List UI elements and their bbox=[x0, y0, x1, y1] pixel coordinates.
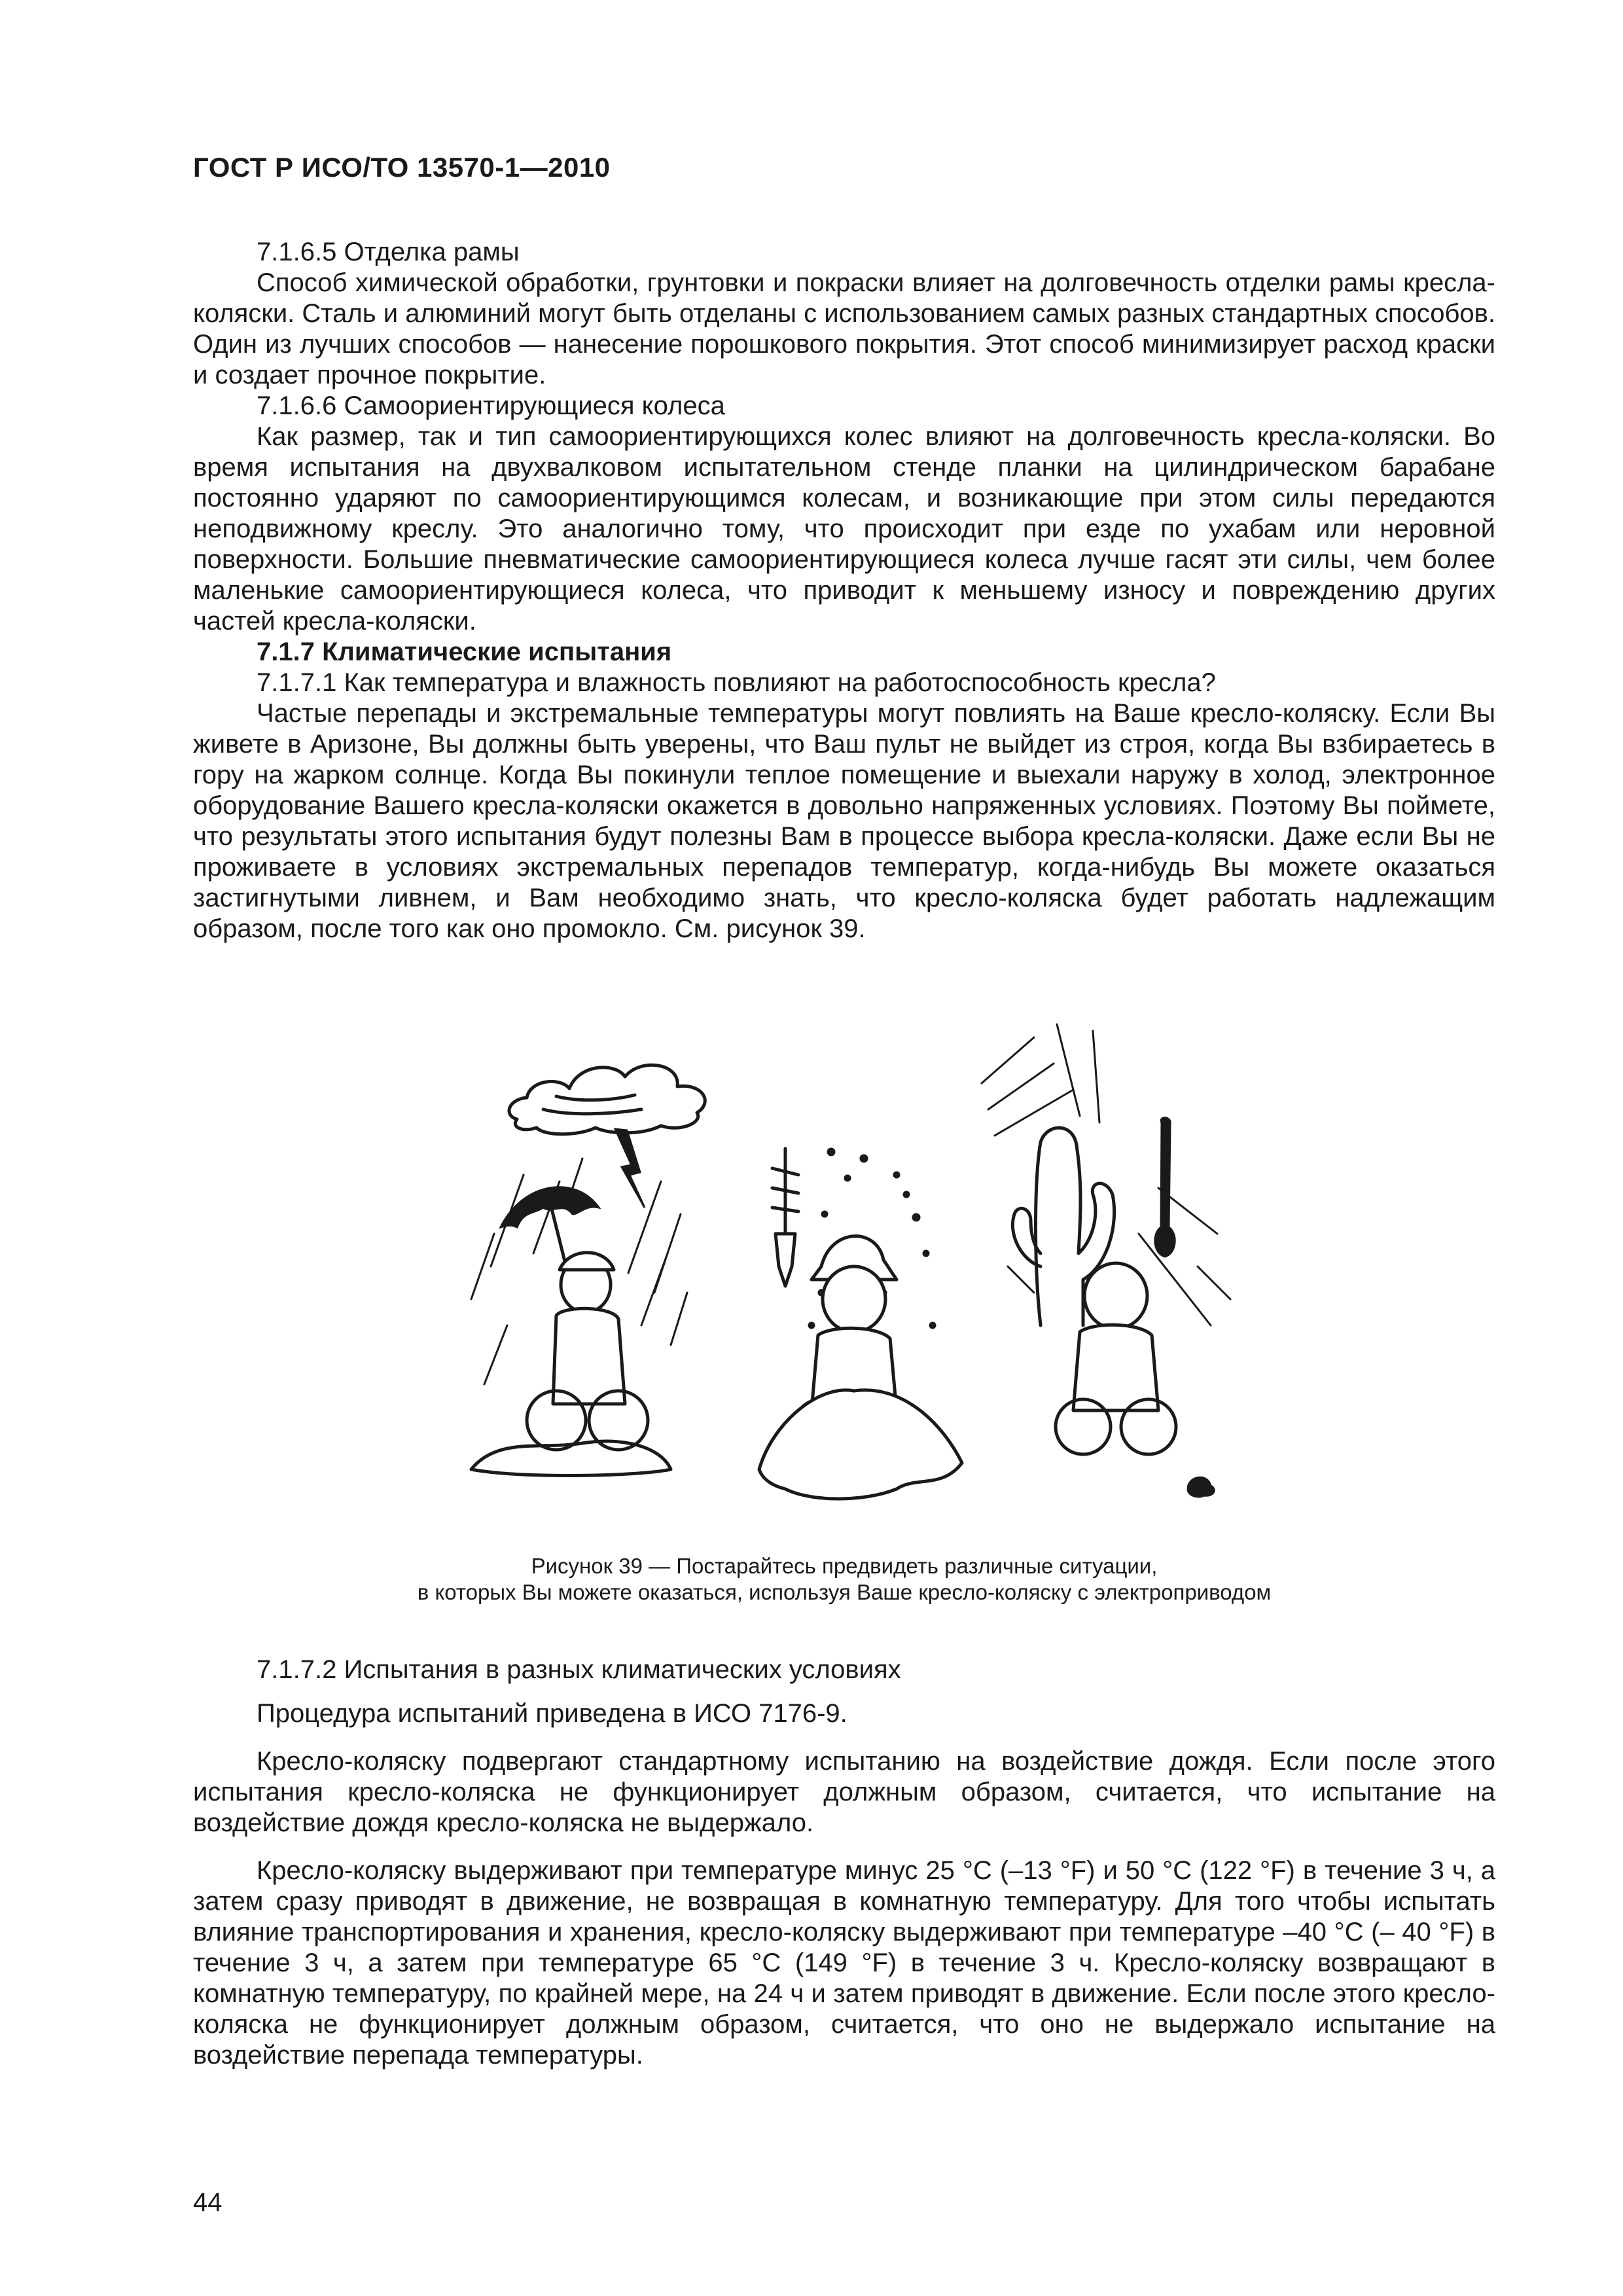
paragraph-caster-wheels: Как размер, так и тип самоориентирующихся колес влияют на долговечность кресла-коляски. Во время испытания на двухвалковом испытательном стенде планки на цилиндрическом барабане постоянно ударяют по самоориентирующимся колесам, и возникающие при этом силы передаются неподвижному креслу. Это аналогично тому, что происходит при езде по ухабам или неровной поверхности. Большие пневматические самоориентирующиеся колеса лучше гасят эти силы, чем более маленькие самоориентирующиеся колеса, что приводит к меньшему износу и повреждению других частей кресла-коляски. bbox=[193, 422, 1495, 636]
heading-frame-finish: 7.1.6.5 Отделка рамы bbox=[257, 238, 520, 266]
heat-person-head bbox=[1084, 1263, 1147, 1329]
heading-temperature-question: 7.1.7.1 Как температура и влажность повлияют на работоспособность кресла? bbox=[257, 668, 1216, 697]
document-header: ГОСТ Р ИСО/ТО 13570-1—2010 bbox=[193, 152, 611, 183]
paragraph-frame-finish: Способ химической обработки, грунтовки и покраски влияет на долговечность отделки рамы кресла-коляски. Сталь и алюминий могут быть отделаны с использованием самых разных стандартных способов. Один из лучших способов — нанесение порошкового покрытия. Этот способ минимизирует расход краски и создает прочное покрытие. bbox=[193, 268, 1495, 389]
heading-caster-wheels: 7.1.6.6 Самоориентирующиеся колеса bbox=[257, 391, 725, 420]
rain-person-hat bbox=[560, 1253, 614, 1270]
heat-scene bbox=[982, 1024, 1230, 1497]
snow-drift bbox=[759, 1390, 962, 1499]
lightning-bolt bbox=[615, 1129, 645, 1208]
paragraph-rain-test: Кресло-коляску подвергают стандартному испытанию на воздействие дождя. Если после этого испытания кресло-коляска не функционирует должным образом, считается, что испытание на воздействие дождя кресло-коляска не выдержало. bbox=[193, 1747, 1495, 1837]
thermometer-icicle bbox=[776, 1234, 795, 1286]
heading-climatic-tests: 7.1.7 Климатические испытания bbox=[257, 637, 672, 666]
heat-person-body bbox=[1073, 1325, 1158, 1410]
snow-person-head bbox=[823, 1266, 885, 1332]
section-climate-tests bbox=[193, 1655, 1495, 2071]
page-number: 44 bbox=[193, 2188, 223, 2217]
rain-scene bbox=[471, 1065, 705, 1475]
snow-scene bbox=[759, 1149, 962, 1499]
caption-line-1: Рисунок 39 — Постарайтесь предвидеть различные ситуации, bbox=[531, 1554, 1158, 1578]
turtle bbox=[1188, 1477, 1214, 1497]
caption-line-2: в которых Вы можете оказаться, используя Ваше кресло-коляску с электроприводом bbox=[417, 1580, 1272, 1604]
paragraph-iso-reference: Процедура испытаний приведена в ИСО 7176-9. bbox=[257, 1699, 847, 1728]
paragraph-temperature-effects: Частые перепады и экстремальные температуры могут повлиять на Ваше кресло-коляску. Если Вы живете в Аризоне, Вы должны быть уверены, что Ваш пульт не выйдет из строя, когда Вы взбираетесь в гору на жарком солнце. Когда Вы покинули теплое помещение и выехали наружу в холод, электронное оборудование Вашего кресла-коляски окажется в довольно напряженных условиях. Поэтому Вы поймете, что результаты этого испытания будут полезны Вам в процессе выбора кресла-коляски. Даже если Вы не проживаете в условиях экстремальных перепадов температур, когда-нибудь Вы можете оказаться застигнутыми ливнем, и Вам необходимо знать, что кресло-коляска будет работать надлежащим образом, после того как оно промокло. См. рисунок 39. bbox=[193, 699, 1495, 943]
heading-climate-tests-procedure: 7.1.7.2 Испытания в разных климатических условиях bbox=[257, 1655, 901, 1684]
paragraph-temperature-test: Кресло-коляску выдерживают при температуре минус 25 °С (–13 °F) и 50 °С (122 °F) в течение 3 ч, а затем сразу приводят в движение, не возвращая в комнатную температуру. Для того чтобы испытать влияние транспортирования и хранения, кресло-коляску выдерживают при температуре –40 °С (– 40 °F) в течение 3 ч, а затем при температуре 65 °С (149 °F) в течение 3 ч. Кресло-коляску возвращают в комнатную температуру, по крайней мере, на 24 ч и затем приводят в движение. Если после этого кресло-коляска не функционирует должным образом, считается, что оно не выдержало испытание на воздействие перепада температуры. bbox=[193, 1856, 1495, 2070]
figure-39-caption bbox=[193, 1553, 1495, 1605]
section-climate-intro bbox=[193, 237, 1495, 944]
figure-39-illustration bbox=[445, 1018, 1243, 1535]
